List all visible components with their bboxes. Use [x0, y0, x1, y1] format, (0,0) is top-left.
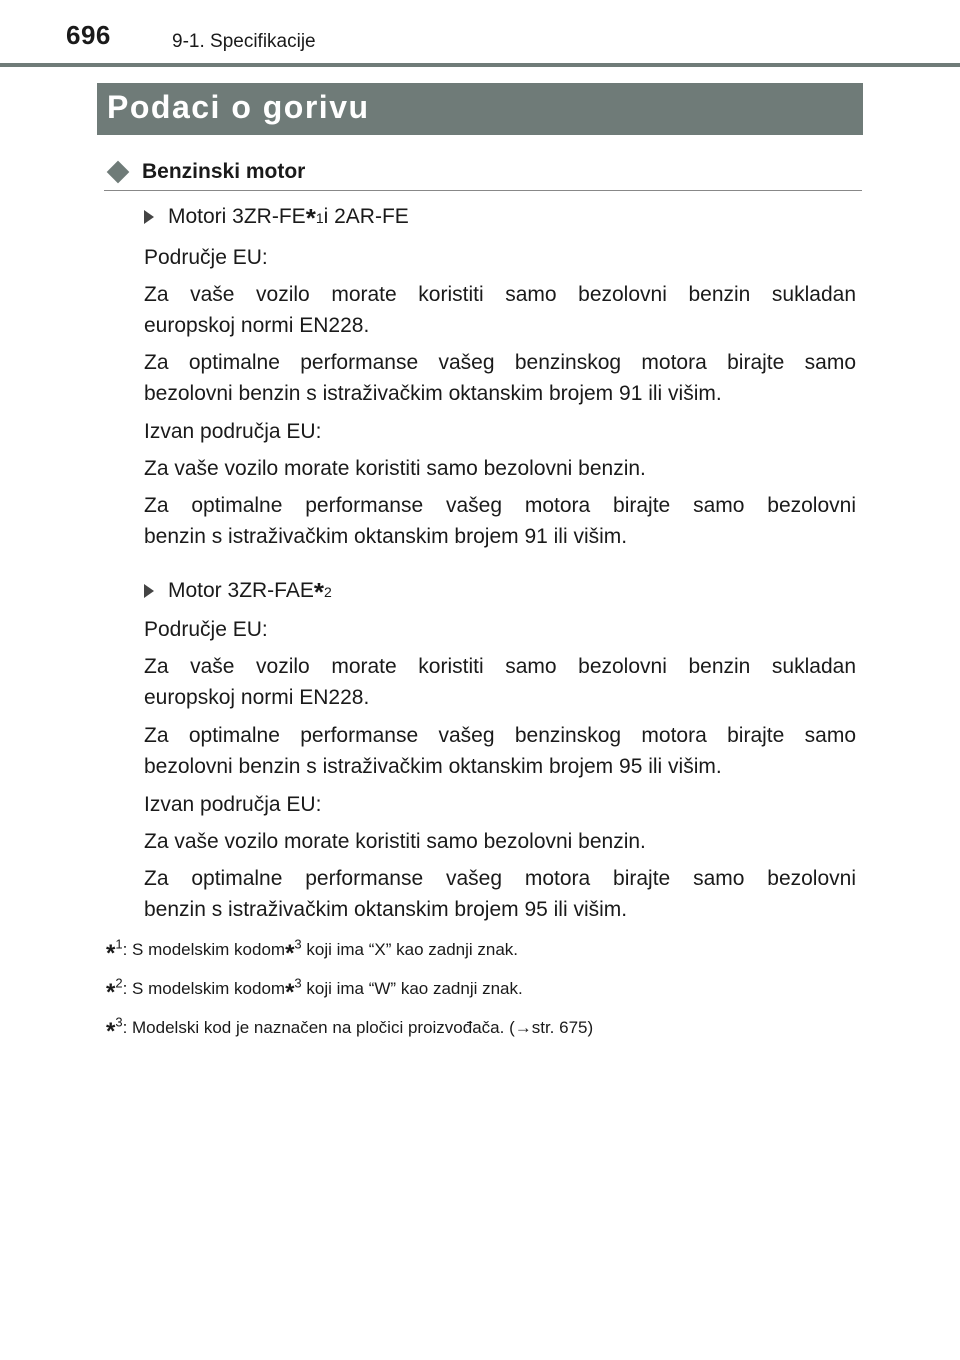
outside-eu-label: Izvan područja EU: [144, 420, 322, 443]
footnote-3 [106, 1012, 594, 1045]
eu-text-line1: Za vaše vozilo morate koristiti samo bezolovni benzin sukladan [144, 655, 856, 678]
outside-eu-text: Za vaše vozilo morate koristiti samo bezolovni benzin. [144, 457, 646, 480]
eu-label: Područje EU: [144, 246, 268, 269]
eu-perf-line2: bezolovni benzin s istraživačkim oktanskim brojem 91 ili višim. [144, 382, 722, 405]
footnote-ref: 3 [294, 936, 302, 952]
subheading-text-post: i 2AR-FE [323, 205, 409, 228]
subheading-text: Motor 3ZR-FAE [168, 579, 314, 602]
footnote-2 [106, 973, 523, 1006]
outside-eu-perf-line2: benzin s istraživačkim oktanskim brojem 91 ili višim. [144, 525, 628, 548]
footnote-star: * [106, 979, 116, 1006]
engine-block-2 [144, 575, 856, 606]
outside-eu-perf-line2: benzin s istraživačkim oktanskim brojem 95 ili višim. [144, 898, 628, 921]
footnote-number: 1 [115, 936, 123, 952]
subheading-engine-1: Motori 3ZR-FE * 1 i 2AR-FE [144, 201, 856, 232]
section-divider [104, 190, 862, 191]
footnote-star: * [106, 1018, 116, 1045]
subheading-engine-2: Motor 3ZR-FAE * 2 [144, 575, 856, 606]
footnote-text-post: koji ima “W” kao zadnji znak. [301, 979, 523, 998]
page-title: Podaci o gorivu [107, 89, 370, 125]
section-heading [104, 156, 862, 188]
outside-eu-perf-line1: Za optimalne performanse vašeg motora birajte samo bezolovni [144, 494, 856, 517]
page-number: 696 [66, 20, 111, 50]
outside-eu-text: Za vaše vozilo morate koristiti samo bezolovni benzin. [144, 830, 646, 853]
eu-perf-line1: Za optimalne performanse vašeg benzinskog motora birajte samo [144, 724, 856, 747]
footnote-ref: 3 [294, 975, 302, 991]
eu-perf-line1: Za optimalne performanse vašeg benzinskog motora birajte samo [144, 351, 856, 374]
section-title: Benzinski motor [142, 160, 306, 183]
footnote-text: : S modelskim kodom [122, 940, 286, 959]
footnote-number: 2 [115, 975, 123, 991]
engine-block-1 [144, 201, 856, 232]
triangle-bullet-icon [144, 584, 154, 598]
subheading-text: Motori 3ZR-FE [168, 205, 306, 228]
diamond-bullet-icon [107, 161, 130, 184]
header-divider [0, 63, 960, 67]
footnote-text-post: koji ima “X” kao zadnji znak. [301, 940, 519, 959]
chapter-title: 9-1. Specifikacije [172, 31, 316, 52]
footnote-1 [106, 934, 519, 967]
eu-label: Područje EU: [144, 618, 268, 641]
eu-text-line2: europskoj normi EN228. [144, 686, 370, 709]
eu-perf-line2: bezolovni benzin s istraživačkim oktanskim brojem 95 ili višim. [144, 755, 722, 778]
eu-text-line1: Za vaše vozilo morate koristiti samo bezolovni benzin sukladan [144, 283, 856, 306]
footnote-star: * [106, 940, 116, 967]
triangle-bullet-icon [144, 210, 154, 224]
footnote-star: * [285, 940, 295, 967]
page-header [0, 0, 960, 70]
page-reference-link[interactable]: str. 675) [531, 1018, 594, 1037]
footnote-text: : Modelski kod je naznačen na pločici proizvođača. ( [122, 1018, 515, 1037]
footnote-number: 3 [115, 1014, 123, 1030]
footnote-star: * [285, 979, 295, 1006]
arrow-right-icon: → [514, 1018, 532, 1037]
eu-text-line2: europskoj normi EN228. [144, 314, 370, 337]
outside-eu-label: Izvan područja EU: [144, 793, 322, 816]
section-title-bar [97, 83, 863, 135]
outside-eu-perf-line1: Za optimalne performanse vašeg motora birajte samo bezolovni [144, 867, 856, 890]
footnote-text: : S modelskim kodom [122, 979, 286, 998]
